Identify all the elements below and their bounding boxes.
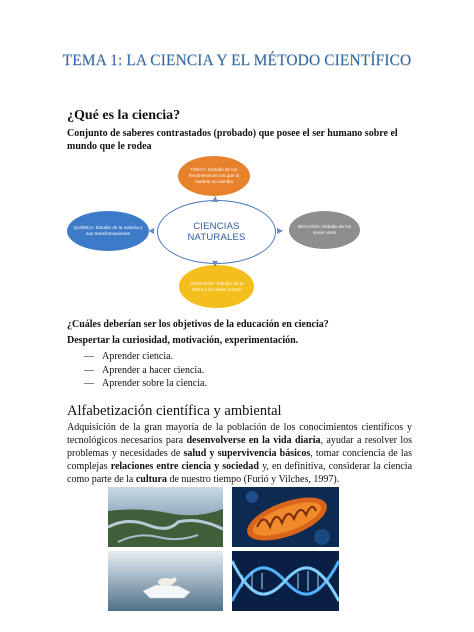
page-title: TEMA 1: LA CIENCIA Y EL MÉTODO CIENTÍFICO bbox=[62, 52, 412, 69]
arrow-right-icon: ▶ bbox=[277, 226, 284, 235]
objectives-question: ¿Cuáles deberían ser los objetivos de la educación en ciencia? bbox=[67, 319, 329, 330]
diagram-node-quimica: QUÍMICA: Estudio de la materia y sus transformaciones bbox=[67, 211, 149, 251]
mitochondrion-image bbox=[232, 487, 339, 547]
definition-text: Conjunto de saberes contrastados (probado) que posee el ser humano sobre el mundo que le rodea bbox=[67, 128, 398, 152]
section-heading-ciencia: ¿Qué es la ciencia? bbox=[67, 108, 181, 123]
polar-bear-image bbox=[108, 551, 223, 611]
objectives-intro: Despertar la curiosidad, motivación, experimentación. bbox=[67, 335, 299, 346]
diagram-node-geologia: GEOLOGÍA: Estudio de la Tierra y los seres inertes bbox=[179, 265, 254, 308]
section-heading-alfabetizacion: Alfabetización científica y ambiental bbox=[67, 403, 282, 419]
alfabetizacion-paragraph: Adquisición de la gran mayoría de la población de los conocimientos científicos y tecnológicos necesarios para desenvolverse en la vida diaria, ayudar a resolver los problemas y necesidades de salud y supervivencia básicos, tomar conciencia de las complejas relaciones entre ciencia y sociedad y, en definitiva, considerar la ciencia como parte de la cultura de nuestro tiempo (Furió y Vilches, 1997). bbox=[67, 422, 413, 485]
arrow-left-icon: ◀ bbox=[148, 226, 155, 235]
diagram-node-center: CIENCIAS NATURALES bbox=[157, 200, 276, 264]
arrow-up-icon: ▲ bbox=[212, 194, 219, 203]
diagram-node-fisica: FÍSICA: Estudio de los fenómenos en los que la materia no cambia bbox=[178, 156, 250, 196]
list-item: — Aprender ciencia. bbox=[84, 351, 174, 362]
dna-helix-image bbox=[232, 551, 339, 611]
arrow-down-icon: ▼ bbox=[212, 259, 219, 268]
list-item: — Aprender a hacer ciencia. bbox=[84, 365, 205, 376]
diagram-node-biologia: BIOLOGÍA: Estudio de los seres vivos bbox=[289, 211, 360, 249]
sciences-diagram bbox=[60, 152, 420, 310]
list-item: — Aprender sobre la ciencia. bbox=[84, 378, 207, 389]
river-landscape-image bbox=[108, 487, 223, 547]
